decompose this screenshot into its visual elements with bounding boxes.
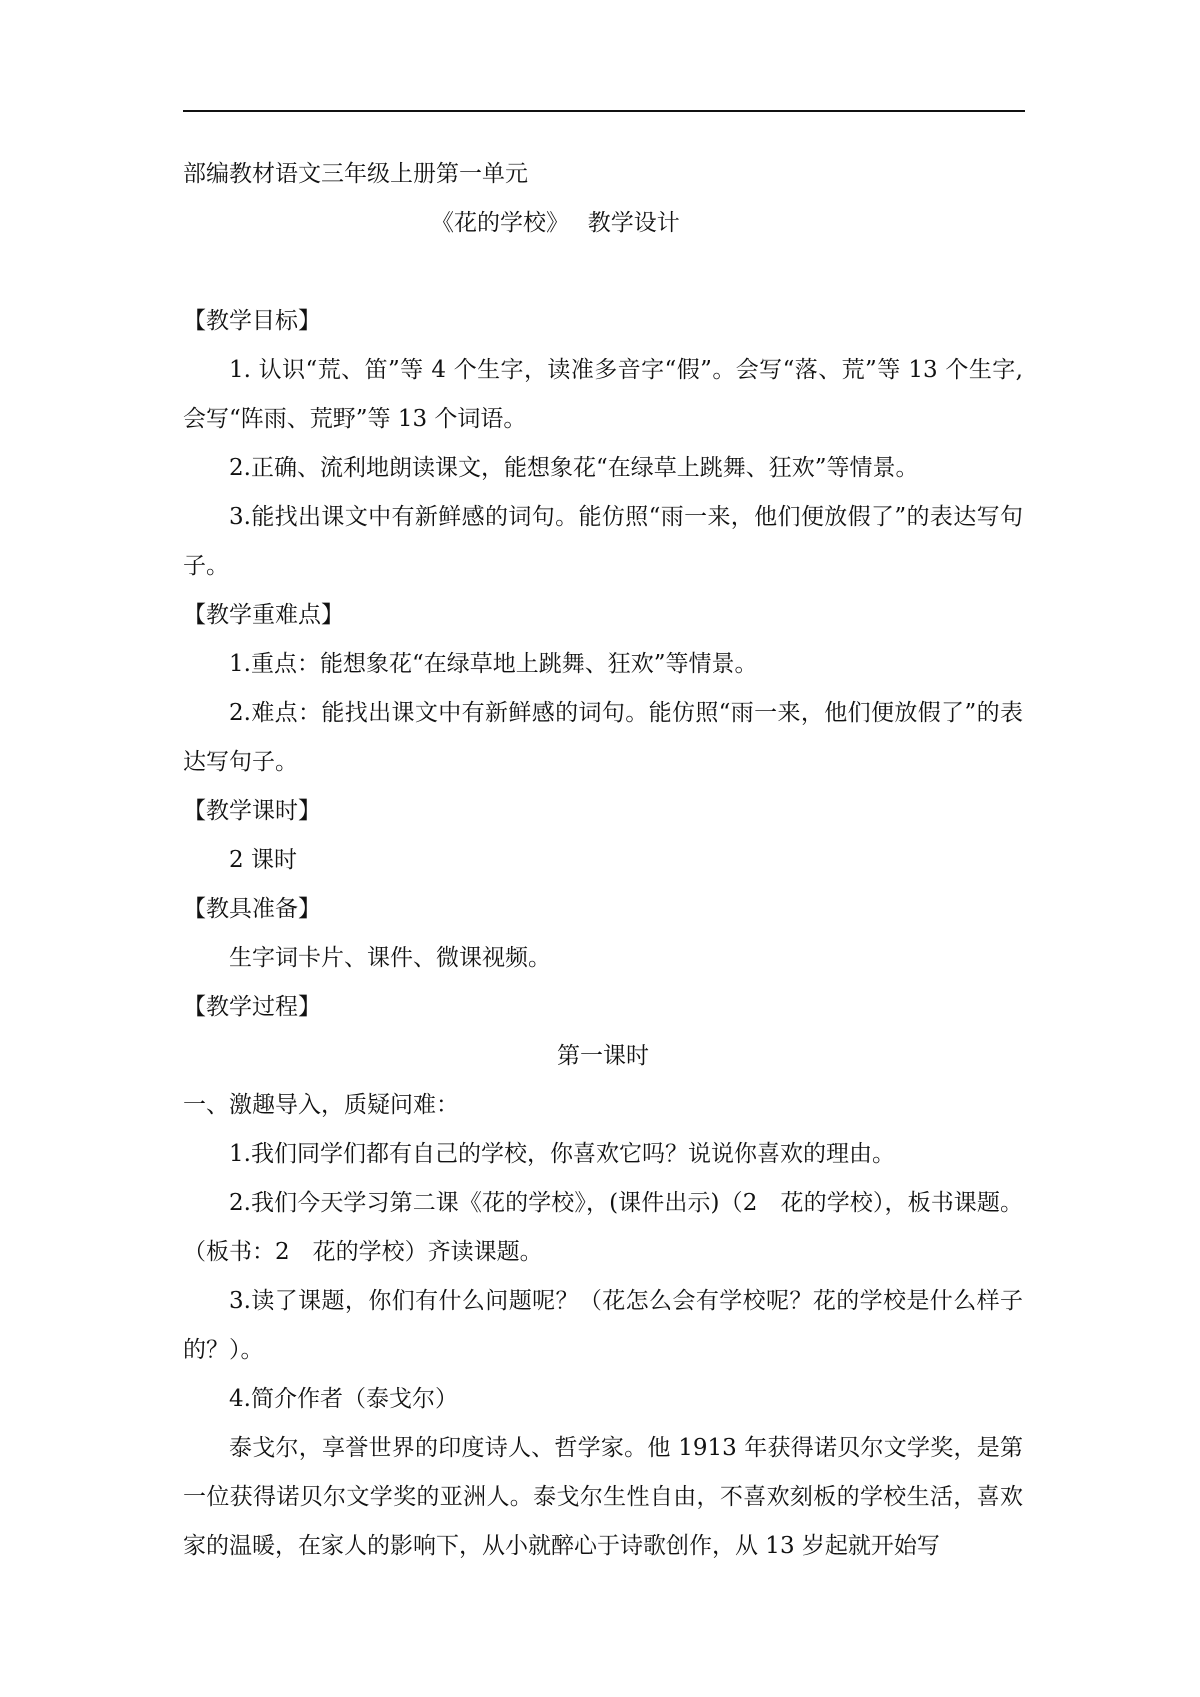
section-heading-process: 【教学过程】	[183, 994, 321, 1020]
goal-item: 2.正确、流利地朗读课文，能想象花“在绿草上跳舞、狂欢”等情景。	[229, 455, 919, 481]
blank-line	[183, 248, 1023, 297]
document-title: 《花的学校》 教学设计	[431, 210, 680, 236]
section-heading-hours: 【教学课时】	[183, 798, 321, 824]
lesson-title: 第一课时	[557, 1043, 649, 1069]
process-item: 1.我们同学们都有自己的学校，你喜欢它吗？说说你喜欢的理由。	[229, 1141, 895, 1167]
unit-line: 部编教材语文三年级上册第一单元	[183, 161, 528, 187]
step-title: 一、激趣导入，质疑问难：	[183, 1092, 459, 1118]
section-heading-materials: 【教具准备】	[183, 896, 321, 922]
goal-item: 3.能找出课文中有新鲜感的词句。能仿照“雨一来，他们便放假了”的表达写句子。	[183, 504, 1023, 579]
section-heading-key-points: 【教学重难点】	[183, 602, 344, 628]
key-point-item: 1.重点：能想象花“在绿草地上跳舞、狂欢”等情景。	[229, 651, 758, 677]
process-item: 2.我们今天学习第二课《花的学校》，(课件出示)（2 花的学校），板书课题。（板书：2 花的学校）齐读课题。	[183, 1190, 1023, 1265]
process-item: 4.简介作者（泰戈尔）	[229, 1386, 458, 1412]
key-point-item: 2.难点：能找出课文中有新鲜感的词句。能仿照“雨一来，他们便放假了”的表达写句子。	[183, 700, 1023, 775]
header-rule	[183, 110, 1025, 112]
goal-item: 1. 认识“荒、笛”等 4 个生字，读准多音字“假”。会写“落、荒”等 13 个生字,会写“阵雨、荒野”等 13 个词语。	[183, 357, 1023, 432]
process-item: 3.读了课题，你们有什么问题呢？（花怎么会有学校呢？花的学校是什么样子的？）。	[183, 1288, 1023, 1363]
author-intro-paragraph: 泰戈尔，享誉世界的印度诗人、哲学家。他 1913 年获得诺贝尔文学奖，是第一位获得诺贝尔文学奖的亚洲人。泰戈尔生性自由，不喜欢刻板的学校生活，喜欢家的温暖，在家人的影响下，从小就醉心于诗歌创作，从 13 岁起就开始写	[183, 1435, 1023, 1559]
section-heading-goals: 【教学目标】	[183, 308, 321, 334]
materials-text: 生字词卡片、课件、微课视频。	[229, 945, 551, 971]
document-body	[183, 150, 1023, 1571]
hours-text: 2 课时	[229, 847, 297, 873]
